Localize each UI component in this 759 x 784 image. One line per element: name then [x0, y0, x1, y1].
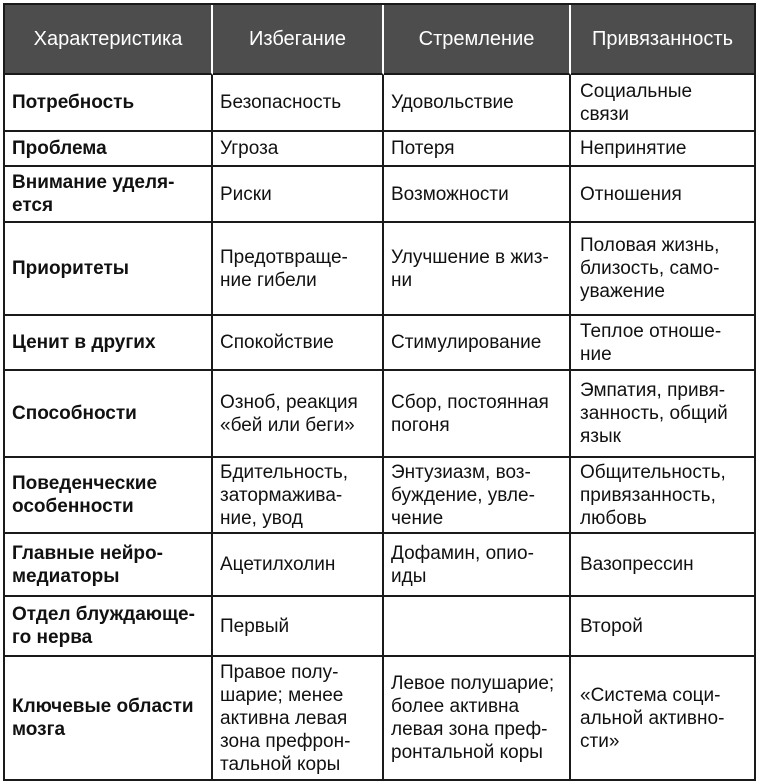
attachment-cell: Социальные связи: [571, 75, 754, 132]
approach-cell: Дофамин, опио- иды: [384, 534, 571, 597]
row-label: Проблема: [5, 132, 213, 167]
avoidance-cell: Первый: [213, 597, 384, 657]
header-attachment: Привязанность: [571, 5, 754, 75]
row-label: Ключевые области мозга: [5, 657, 213, 779]
attachment-cell: Отношения: [571, 167, 754, 223]
avoidance-cell: Бдительность, затормажива- ние, увод: [213, 458, 384, 534]
approach-cell: Стимулирование: [384, 316, 571, 371]
avoidance-cell: Риски: [213, 167, 384, 223]
header-approach: Стремление: [384, 5, 571, 75]
approach-cell: Левое полушарие; более активна левая зона преф- ронтальной коры: [384, 657, 571, 779]
comparison-table: [3, 3, 756, 781]
attachment-cell: Общительность, привязанность, любовь: [571, 458, 754, 534]
avoidance-cell: Безопасность: [213, 75, 384, 132]
attachment-cell: Непринятие: [571, 132, 754, 167]
header-avoidance: Избегание: [213, 5, 384, 75]
row-label: Поведенческие особенности: [5, 458, 213, 534]
row-label: Потребность: [5, 75, 213, 132]
row-label: Отдел блуждающе- го нерва: [5, 597, 213, 657]
row-label: Внимание уделя- ется: [5, 167, 213, 223]
avoidance-cell: Предотвраще- ние гибели: [213, 223, 384, 316]
attachment-cell: «Система соци- альной активно- сти»: [580, 684, 725, 752]
avoidance-cell: Спокойствие: [213, 316, 384, 371]
row-label: Способности: [5, 371, 213, 458]
attachment-cell: Второй: [571, 597, 754, 657]
approach-cell: Сбор, постоянная погоня: [384, 371, 571, 458]
row-label: Ценит в других: [5, 316, 213, 371]
approach-cell: Возможности: [384, 167, 571, 223]
avoidance-cell: Угроза: [213, 132, 384, 167]
approach-cell: Энтузиазм, воз- буждение, увле- чение: [384, 458, 571, 534]
attachment-cell: Эмпатия, привя- занность, общий язык: [571, 371, 754, 458]
header-characteristic: Характеристика: [5, 5, 213, 75]
avoidance-cell: Правое полу- шарие; менее активна левая зона префрон- тальной коры: [213, 657, 384, 779]
approach-cell: Улучшение в жиз- ни: [384, 223, 571, 316]
avoidance-cell: Озноб, реакция «бей или беги»: [213, 371, 384, 458]
attachment-cell: Теплое отноше- ние: [571, 316, 754, 371]
attachment-cell: Вазопрессин: [571, 534, 754, 597]
approach-cell: [384, 597, 571, 657]
row-label: Приоритеты: [5, 223, 213, 316]
attachment-cell: Половая жизнь, близость, само- уважение: [571, 223, 754, 316]
row-label: Главные нейро- медиаторы: [5, 534, 213, 597]
approach-cell: Потеря: [384, 132, 571, 167]
avoidance-cell: Ацетилхолин: [213, 534, 384, 597]
approach-cell: Удовольствие: [384, 75, 571, 132]
